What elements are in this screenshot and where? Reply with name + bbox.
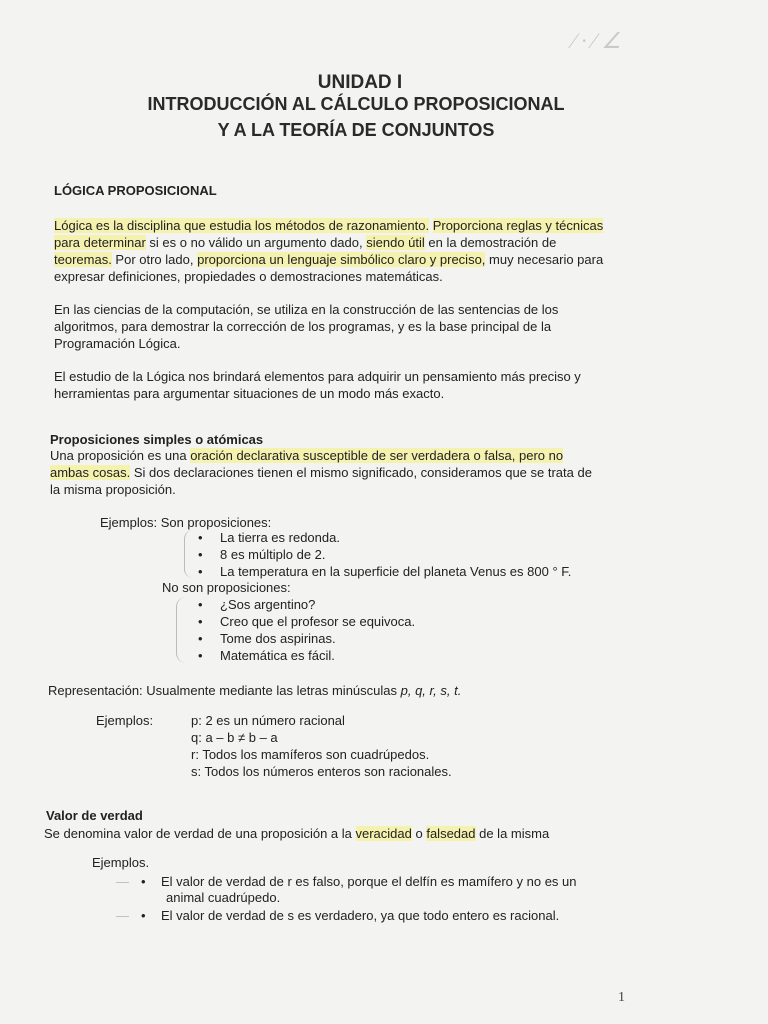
- paragraph-definition: [54, 217, 650, 285]
- list-item-continuation: animal cuadrúpedo.: [166, 890, 281, 905]
- valor-definition: Se denomina valor de verdad de una proposición a la veracidad o falsedad de la misma: [44, 826, 550, 841]
- list-item: • ¿Sos argentino?: [198, 597, 316, 612]
- example-r: r: Todos los mamíferos son cuadrúpedos.: [191, 747, 430, 762]
- example-s: s: Todos los números enteros son racionales.: [191, 764, 452, 779]
- list-item: • La temperatura en la superficie del planeta Venus es 800 ° F.: [198, 564, 572, 579]
- list-item: — • El valor de verdad de r es falso, porque el delfín es mamífero y no es un: [116, 874, 577, 889]
- list-item: — • El valor de verdad de s es verdadero, ya que todo entero es racional.: [116, 908, 560, 923]
- paragraph-proposicion-def: Una proposición es una oración declarativa susceptible de ser verdadera o falsa, pero no ambas cosas. Si dos declaraciones tienen el mismo significado, consideramos que se trata de la misma proposición.: [50, 448, 592, 497]
- list-item: • Matemática es fácil.: [198, 648, 335, 663]
- section-heading-proposiciones: Proposiciones simples o atómicas: [50, 432, 264, 447]
- list-item: • 8 es múltiplo de 2.: [198, 547, 326, 562]
- para-line: teoremas. Por otro lado, proporciona un lenguaje simbólico claro y preciso, muy necesario para: [54, 252, 604, 267]
- para-line: expresar definiciones, propiedades o demostraciones matemáticas.: [54, 269, 443, 284]
- example-q: q: a – b ≠ b – a: [191, 730, 278, 745]
- no-son-label: No son proposiciones:: [162, 580, 291, 595]
- ejemplos-label-2: Ejemplos:: [96, 713, 154, 728]
- list-item: • Tome dos aspirinas.: [198, 631, 336, 646]
- faint-handwritten-mark: ⁄ · ⁄ ∠: [572, 28, 622, 53]
- chapter-title-line1: INTRODUCCIÓN AL CÁLCULO PROPOSICIONAL: [147, 94, 565, 114]
- handwritten-bracket: [184, 530, 193, 578]
- page-number: 1: [618, 990, 625, 1005]
- unit-title: UNIDAD I: [317, 72, 403, 93]
- section-heading-logica: LÓGICA PROPOSICIONAL: [54, 183, 217, 198]
- list-item: • La tierra es redonda.: [198, 530, 340, 545]
- representacion-line: Representación: Usualmente mediante las letras minúsculas p, q, r, s, t.: [48, 683, 462, 698]
- paragraph-estudio: El estudio de la Lógica nos brindará elementos para adquirir un pensamiento más preciso y herramientas para argumentar situaciones de un modo más exacto.: [54, 369, 581, 401]
- ejemplos-label-3: Ejemplos.: [92, 855, 150, 870]
- handwritten-bracket: [176, 597, 187, 663]
- ejemplos-label: Ejemplos: Son proposiciones:: [100, 515, 272, 530]
- list-item: • Creo que el profesor se equivoca.: [198, 614, 416, 629]
- example-p: p: 2 es un número racional: [191, 713, 345, 728]
- section-heading-valor: Valor de verdad: [46, 808, 143, 823]
- para-line: Lógica es la disciplina que estudia los métodos de razonamiento. Proporciona reglas y técnicas: [54, 218, 604, 233]
- para-line: para determinar si es o no válido un argumento dado, siendo útil en la demostración de: [54, 235, 557, 250]
- paragraph-computacion: En las ciencias de la computación, se utiliza en la construcción de las sentencias de los algoritmos, para demostrar la corrección de los programas, y es la base principal de la Programación Lógica.: [54, 302, 559, 351]
- chapter-title-line2: Y A LA TEORÍA DE CONJUNTOS: [217, 120, 495, 140]
